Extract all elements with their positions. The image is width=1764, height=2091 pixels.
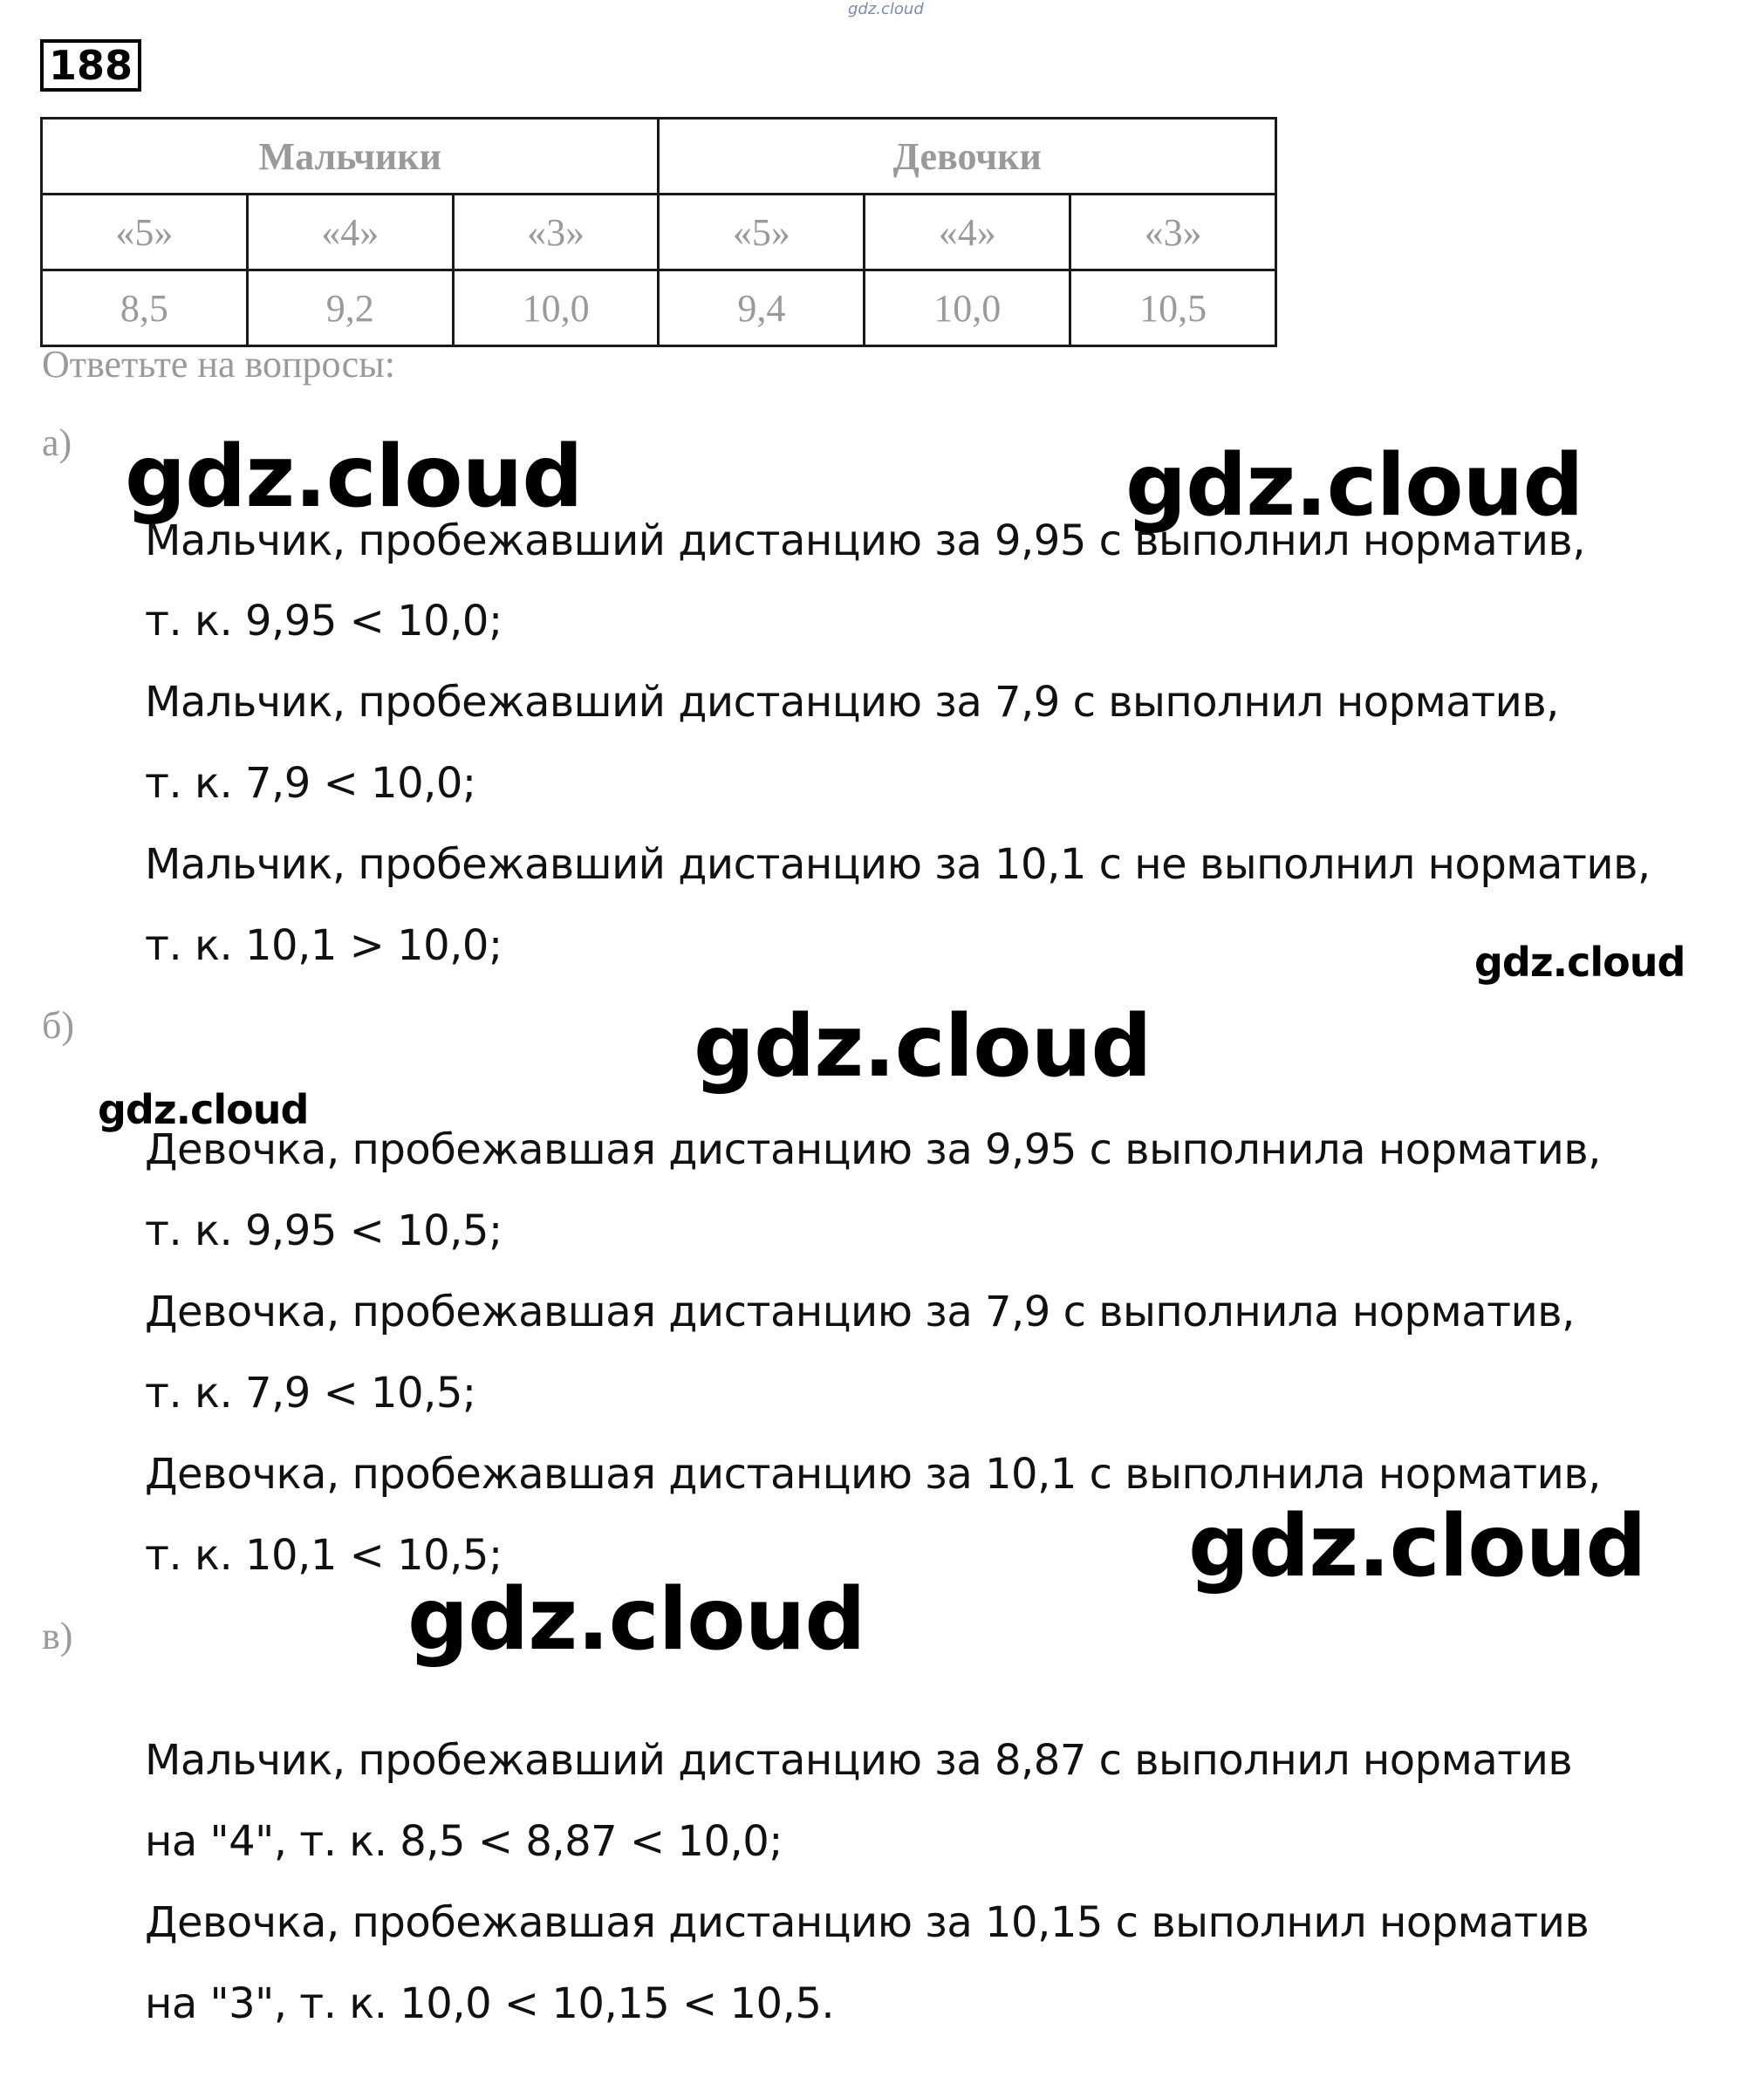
value-cell: 10,0: [865, 270, 1070, 346]
part-c-line: на "4", т. к. 8,5 < 8,87 < 10,0;: [145, 1817, 783, 1866]
grade-cell: «4»: [865, 195, 1070, 270]
part-b-line: Девочка, пробежавшая дистанцию за 9,95 с выполнила норматив,: [145, 1125, 1601, 1174]
table-grades-row: [42, 195, 1276, 270]
part-b-line: Девочка, пробежавшая дистанцию за 10,1 с выполнила норматив,: [145, 1450, 1601, 1499]
part-c-line: Девочка, пробежавшая дистанцию за 10,15 с выполнил норматив: [145, 1898, 1590, 1947]
part-b-line: т. к. 10,1 < 10,5;: [145, 1531, 503, 1580]
grade-cell: «5»: [42, 195, 248, 270]
watermark: gdz.cloud: [98, 1086, 309, 1133]
top-watermark: gdz.cloud: [848, 0, 924, 18]
watermark: gdz.cloud: [1125, 436, 1583, 536]
part-a-line: т. к. 10,1 > 10,0;: [145, 921, 503, 970]
problem-number: 188: [40, 39, 141, 92]
header-girls: Девочки: [659, 119, 1276, 195]
watermark: gdz.cloud: [1474, 939, 1685, 986]
part-b-line: т. к. 7,9 < 10,5;: [145, 1369, 476, 1418]
value-cell: 10,0: [453, 270, 659, 346]
value-cell: 9,4: [659, 270, 865, 346]
part-c-line: Мальчик, пробежавший дистанцию за 8,87 с выполнил норматив: [145, 1736, 1573, 1785]
grade-cell: «4»: [247, 195, 453, 270]
part-a-line: Мальчик, пробежавший дистанцию за 9,95 с выполнил норматив,: [145, 516, 1585, 565]
part-b-label: б): [42, 1004, 75, 1047]
question-prompt: Ответьте на вопросы:: [42, 343, 395, 386]
part-a-label: а): [42, 421, 72, 464]
table-header-row: [42, 119, 1276, 195]
header-boys: Мальчики: [42, 119, 659, 195]
part-a-line: т. к. 9,95 < 10,0;: [145, 597, 503, 646]
value-cell: 8,5: [42, 270, 248, 346]
part-c-line: на "3", т. к. 10,0 < 10,15 < 10,5.: [145, 1979, 835, 2028]
grade-cell: «3»: [1070, 195, 1276, 270]
value-cell: 10,5: [1070, 270, 1276, 346]
watermark: gdz.cloud: [1188, 1497, 1646, 1596]
watermark: gdz.cloud: [694, 997, 1152, 1097]
value-cell: 9,2: [247, 270, 453, 346]
part-a-line: Мальчик, пробежавший дистанцию за 7,9 с выполнил норматив,: [145, 678, 1559, 727]
table-values-row: [42, 270, 1276, 346]
watermark: gdz.cloud: [125, 427, 583, 527]
part-c-label: в): [42, 1615, 73, 1657]
part-a-line: т. к. 7,9 < 10,0;: [145, 759, 476, 808]
norms-table: [40, 117, 1277, 347]
part-b-line: т. к. 9,95 < 10,5;: [145, 1206, 503, 1255]
part-b-line: Девочка, пробежавшая дистанцию за 7,9 с выполнила норматив,: [145, 1288, 1575, 1336]
grade-cell: «3»: [453, 195, 659, 270]
part-a-line: Мальчик, пробежавший дистанцию за 10,1 с не выполнил норматив,: [145, 840, 1651, 889]
watermark: gdz.cloud: [407, 1570, 865, 1670]
grade-cell: «5»: [659, 195, 865, 270]
